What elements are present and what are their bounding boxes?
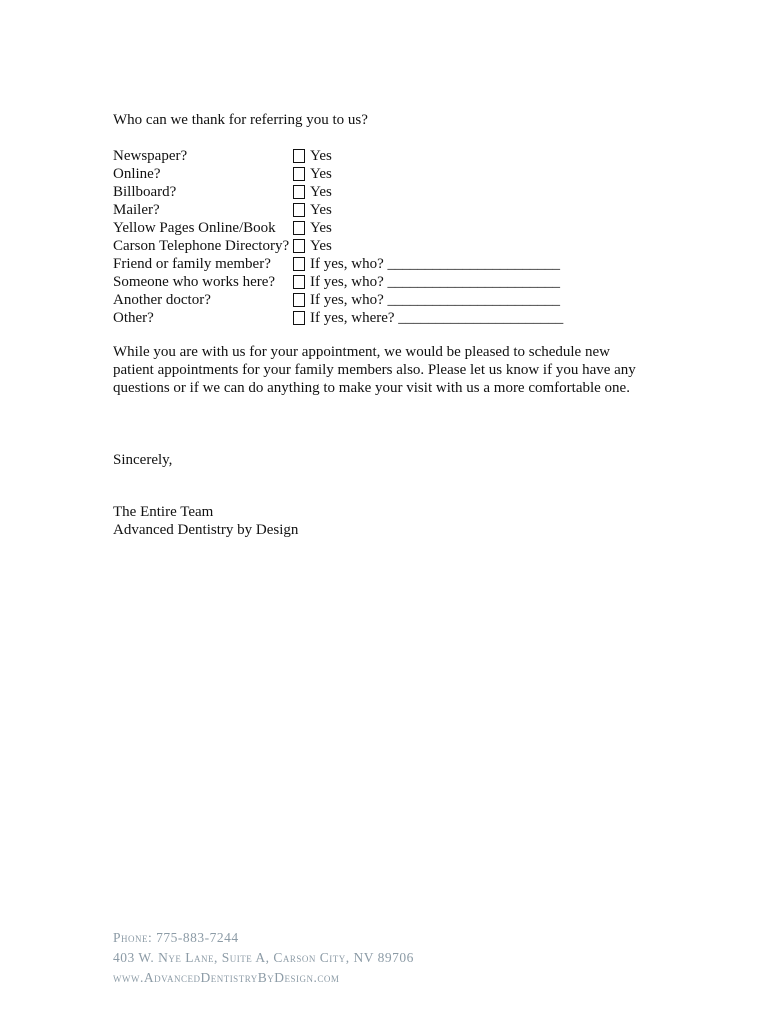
referral-row-friend-family: [113, 255, 713, 273]
referral-label: Mailer?: [113, 202, 160, 218]
referral-row-telephone-directory: [113, 237, 713, 255]
referral-row-mailer: [113, 201, 713, 219]
referral-checkbox[interactable]: [293, 149, 305, 163]
paragraph-line: While you are with us for your appointment, we would be pleased to schedule new: [113, 344, 610, 360]
referral-option: Yes: [310, 148, 332, 164]
referral-option: If yes, who? _______________________: [310, 292, 560, 308]
footer-address: 403 W. Nye Lane, Suite A, Carson City, NV 89706: [113, 950, 414, 965]
referral-label: Another doctor?: [113, 292, 211, 308]
referral-checkbox[interactable]: [293, 293, 305, 307]
referral-row-staff: [113, 273, 713, 291]
referral-checkbox[interactable]: [293, 257, 305, 271]
referral-option: Yes: [310, 202, 332, 218]
referral-row-billboard: [113, 183, 713, 201]
referral-label: Carson Telephone Directory?: [113, 238, 290, 254]
referral-option: Yes: [310, 184, 332, 200]
referral-row-doctor: [113, 291, 713, 309]
referral-option: If yes, where? ______________________: [310, 310, 564, 326]
referral-label: Yellow Pages Online/Book: [113, 220, 276, 236]
contact-footer: [113, 928, 414, 988]
signature-block: [113, 503, 298, 539]
referral-label: Newspaper?: [113, 148, 188, 164]
paragraph-line: questions or if we can do anything to make your visit with us a more comfortable one.: [113, 380, 630, 396]
referral-option: If yes, who? _______________________: [310, 274, 560, 290]
referral-option: Yes: [310, 220, 332, 236]
referral-row-yellow-pages: [113, 219, 713, 237]
signature-team: The Entire Team: [113, 504, 214, 520]
referral-label: Someone who works here?: [113, 274, 276, 290]
referral-checkbox[interactable]: [293, 221, 305, 235]
referral-label: Other?: [113, 310, 154, 326]
referral-row-other: [113, 309, 713, 327]
referral-checkbox[interactable]: [293, 167, 305, 181]
referral-option: Yes: [310, 166, 332, 182]
closing-salutation: Sincerely,: [113, 452, 173, 468]
referral-row-newspaper: [113, 147, 713, 165]
referral-checklist: [113, 147, 713, 327]
referral-option: Yes: [310, 238, 332, 254]
signature-practice-name: Advanced Dentistry by Design: [113, 522, 299, 538]
referral-row-online: [113, 165, 713, 183]
paragraph-line: patient appointments for your family members also. Please let us know if you have any: [113, 362, 636, 378]
referral-checkbox[interactable]: [293, 239, 305, 253]
referral-checkbox[interactable]: [293, 311, 305, 325]
referral-label: Online?: [113, 166, 161, 182]
referral-question: Who can we thank for referring you to us?: [113, 112, 368, 128]
footer-phone: [113, 928, 414, 948]
referral-checkbox[interactable]: [293, 185, 305, 199]
referral-checkbox[interactable]: [293, 275, 305, 289]
referral-label: Billboard?: [113, 184, 177, 200]
appointment-paragraph: [113, 343, 673, 397]
phone-number[interactable]: 775-883-7244: [156, 930, 239, 945]
referral-label: Friend or family member?: [113, 256, 271, 272]
footer-website-link[interactable]: www.AdvancedDentistryByDesign.com: [113, 970, 340, 985]
referral-option: If yes, who? _______________________: [310, 256, 560, 272]
referral-checkbox[interactable]: [293, 203, 305, 217]
phone-label: Phone:: [113, 930, 153, 945]
